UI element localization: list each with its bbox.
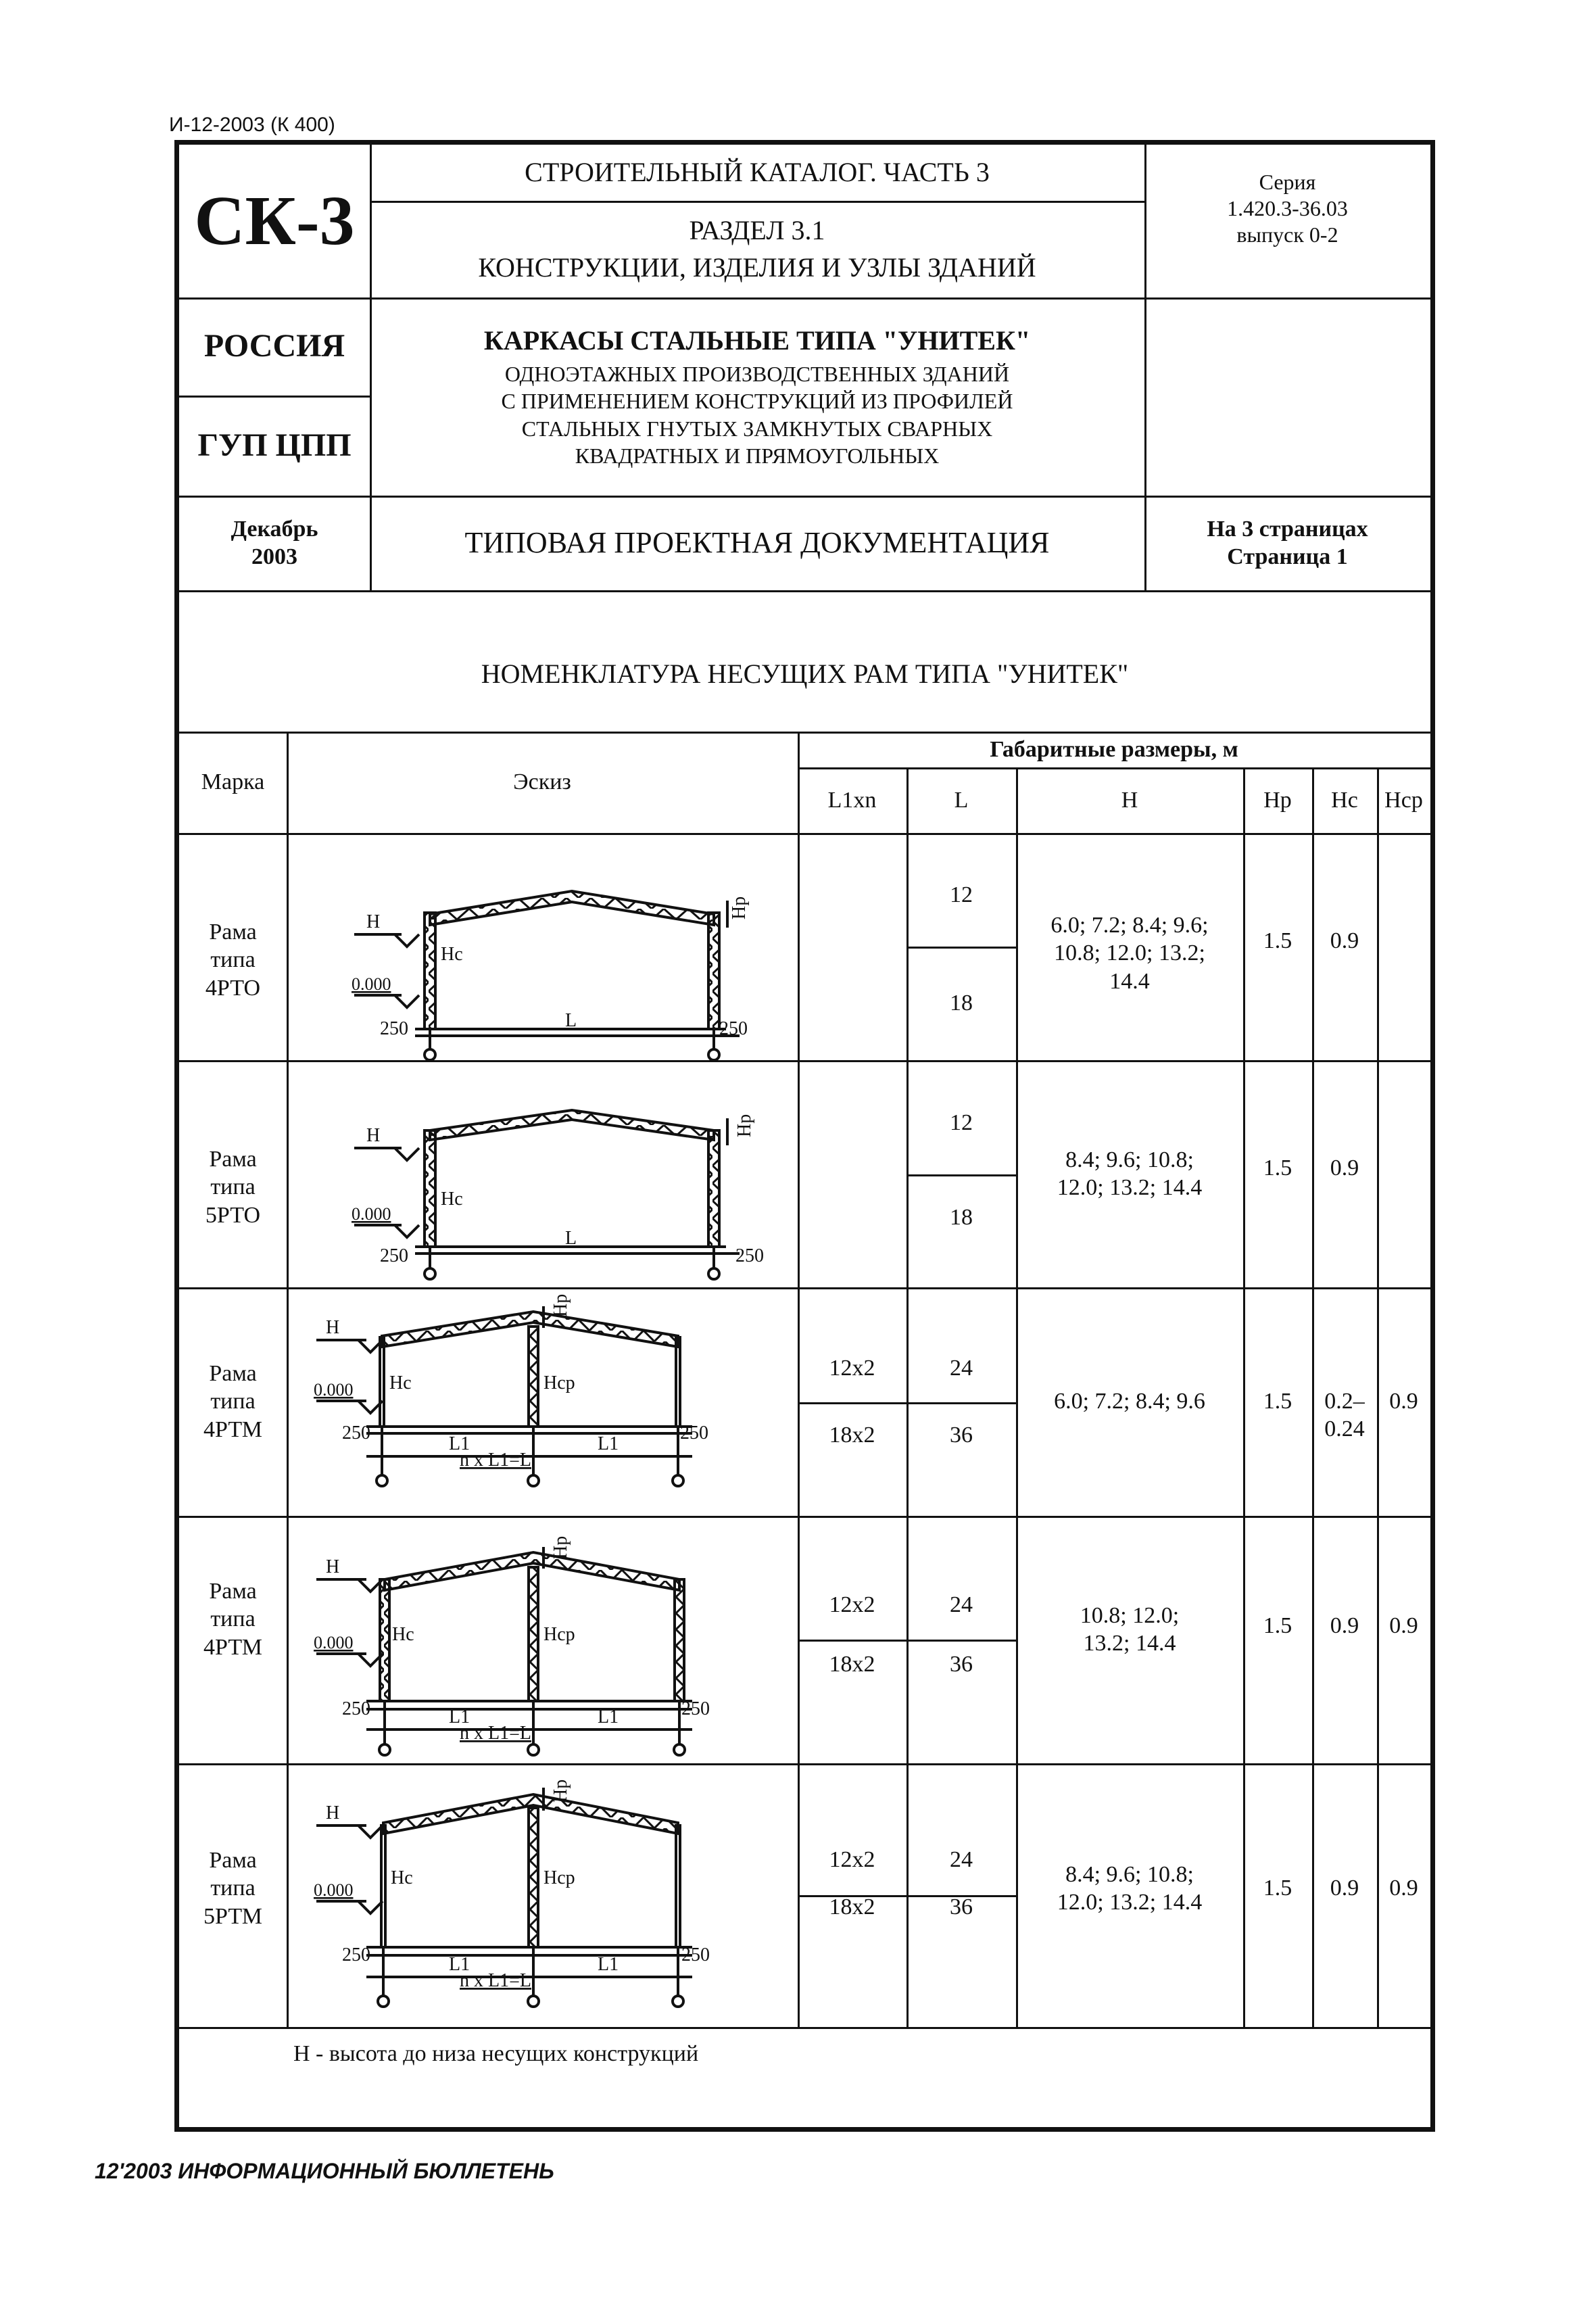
left-column xyxy=(380,1579,389,1701)
span-l-value: 24 xyxy=(950,1356,973,1381)
section-title xyxy=(370,201,1144,297)
height-line: 12.0; 13.2; 14.4 xyxy=(1057,1890,1203,1915)
height-mark-triangle xyxy=(395,934,419,947)
pages-total: На 3 страницах xyxy=(1207,516,1368,542)
date-year: 2003 xyxy=(251,544,297,569)
span-l-value: 18 xyxy=(950,991,973,1016)
section-number: РАЗДЕЛ 3.1 xyxy=(689,214,825,245)
sketch-label-bay: L1 xyxy=(449,1707,470,1727)
frame-mark xyxy=(179,1763,287,2027)
span-l-value: 36 xyxy=(950,1894,973,1919)
document-title xyxy=(370,297,1144,496)
sketch-label-offset: 250 xyxy=(342,1423,370,1443)
mark-line: 4РТО xyxy=(205,975,261,1001)
mark-line: 4РТМ xyxy=(203,1634,262,1660)
sketch-label-offset: 250 xyxy=(719,1018,748,1039)
mark-line: Рама xyxy=(209,1847,257,1873)
sketch-label-hp: Hp xyxy=(550,1779,571,1803)
column-header-l: L xyxy=(954,787,969,813)
grid-axis-marker xyxy=(528,1744,539,1755)
sketch-label-offset: 250 xyxy=(680,1423,708,1443)
grid-axis-marker xyxy=(674,1744,685,1755)
column-header-h: H xyxy=(1121,787,1138,813)
middle-column xyxy=(529,1327,538,1427)
height-values xyxy=(1016,1060,1243,1287)
series-label: Серия xyxy=(1259,170,1316,194)
sketch-label-hp: Hp xyxy=(550,1293,571,1317)
zero-mark-triangle xyxy=(395,995,419,1007)
height-values xyxy=(1016,833,1243,1060)
mark-line: типа xyxy=(210,1876,256,1901)
organization: ГУП ЦПП xyxy=(197,427,352,463)
hc-value: 0.9 xyxy=(1330,1155,1359,1181)
height-values xyxy=(1016,1516,1243,1763)
hp-value: 1.5 xyxy=(1263,1876,1292,1901)
mark-line: Рама xyxy=(209,1578,257,1604)
mark-line: Рама xyxy=(209,1146,257,1172)
sketch-label-h: H xyxy=(326,1556,340,1577)
frame-mark xyxy=(179,833,287,1060)
hcp-value: 0.9 xyxy=(1389,1389,1418,1414)
document-title-line: ОДНОЭТАЖНЫХ ПРОИЗВОДСТВЕННЫХ ЗДАНИЙ xyxy=(504,362,1010,387)
column-header-hc: Hc xyxy=(1331,787,1358,813)
hp-value: 1.5 xyxy=(1263,1389,1292,1414)
column-header-hcp: Hcp xyxy=(1384,787,1423,813)
mark-line: типа xyxy=(210,1606,256,1632)
series-issue: выпуск 0-2 xyxy=(1236,222,1338,247)
sketch-label-h: H xyxy=(326,1317,340,1338)
frame-sketch-5rtm xyxy=(287,1763,798,2027)
grid-axis-marker xyxy=(528,1996,539,2007)
left-column xyxy=(425,1130,435,1247)
l1xn-value: 12x2 xyxy=(829,1592,875,1617)
l1xn-value: 12x2 xyxy=(829,1846,875,1872)
span-l-value: 12 xyxy=(950,1109,973,1135)
sketch-label-hc: Hc xyxy=(391,1867,413,1888)
middle-column xyxy=(529,1567,538,1701)
hcp-value: 0.9 xyxy=(1389,1613,1418,1639)
column-header-hp: Hp xyxy=(1263,787,1292,813)
document-title-line: С ПРИМЕНЕНИЕМ КОНСТРУКЦИЙ ИЗ ПРОФИЛЕЙ xyxy=(501,389,1013,414)
l1xn-value: 18x2 xyxy=(829,1651,875,1677)
height-mark-triangle xyxy=(358,1825,383,1838)
sketch-label-bay: L1 xyxy=(449,1954,470,1975)
hp-value: 1.5 xyxy=(1263,1155,1292,1181)
zero-mark-triangle xyxy=(358,1901,383,1913)
sketch-label-hc: Hc xyxy=(441,1189,463,1210)
page-info xyxy=(1144,496,1430,590)
grid-axis-marker xyxy=(377,1475,387,1486)
page-current: Страница 1 xyxy=(1227,544,1348,569)
zero-mark-triangle xyxy=(395,1225,419,1237)
height-values xyxy=(1016,1763,1243,2027)
sketch-label-hc: Hc xyxy=(392,1624,414,1645)
height-line: 10.8; 12.0; 13.2; xyxy=(1054,940,1205,966)
sketch-label-span: L xyxy=(565,1010,577,1031)
sketch-label-h: H xyxy=(366,911,381,932)
height-line: 12.0; 13.2; 14.4 xyxy=(1057,1175,1203,1200)
column-header-dimensions: Габаритные размеры, м xyxy=(990,736,1238,762)
hc-value: 0.9 xyxy=(1330,1613,1359,1639)
height-line: 14.4 xyxy=(1109,968,1150,994)
mark-line: Рама xyxy=(209,1360,257,1386)
date-month: Декабрь xyxy=(231,516,318,542)
frame-mark xyxy=(179,1060,287,1287)
document-type: ТИПОВАЯ ПРОЕКТНАЯ ДОКУМЕНТАЦИЯ xyxy=(464,526,1050,560)
hp-value: 1.5 xyxy=(1263,928,1292,954)
hcp-value: 0.9 xyxy=(1389,1876,1418,1901)
sketch-label-bay: L1 xyxy=(598,1954,619,1975)
span-l-value: 12 xyxy=(950,882,973,908)
l1xn-value: 12x2 xyxy=(829,1356,875,1381)
hp-value: 1.5 xyxy=(1263,1613,1292,1639)
right-column xyxy=(708,1130,719,1247)
roof-truss xyxy=(430,891,714,925)
height-line: 6.0; 7.2; 8.4; 9.6; xyxy=(1050,912,1209,938)
sketch-label-hcp: Hcp xyxy=(543,1867,575,1888)
span-l-value: 24 xyxy=(950,1846,973,1872)
sketch-label-hp: Hp xyxy=(729,896,750,920)
frame-sketch-5rto xyxy=(287,1060,798,1287)
l1xn-value: 18x2 xyxy=(829,1894,875,1919)
span-l-value: 36 xyxy=(950,1423,973,1448)
grid-axis-marker xyxy=(708,1049,719,1060)
mark-line: 5РТМ xyxy=(203,1903,262,1929)
mark-line: 4РТМ xyxy=(203,1416,262,1442)
sketch-label-h: H xyxy=(326,1803,340,1823)
right-column xyxy=(708,913,719,1029)
table-note: H - высота до низа несущих конструкций xyxy=(293,2041,699,2067)
frame-sketch-4rtm-a xyxy=(287,1287,798,1516)
mark-line: Рама xyxy=(209,919,257,945)
sketch-label-hc: Hc xyxy=(389,1373,412,1393)
catalog-sheet xyxy=(174,140,1435,2132)
sketch-label-zero: 0.000 xyxy=(314,1380,354,1400)
section-name: КОНСТРУКЦИИ, ИЗДЕЛИЯ И УЗЛЫ ЗДАНИЙ xyxy=(478,252,1036,283)
document-date xyxy=(179,496,370,590)
sketch-label-zero: 0.000 xyxy=(352,1204,391,1224)
sketch-label-offset: 250 xyxy=(380,1245,408,1266)
column-header-l1xn: L1xn xyxy=(827,787,877,813)
bulletin-footer: 12'2003 ИНФОРМАЦИОННЫЙ БЮЛЛЕТЕНЬ xyxy=(95,2159,554,2183)
country: РОССИЯ xyxy=(203,328,345,364)
sketch-label-span: L xyxy=(565,1228,577,1249)
roof-truss xyxy=(430,1110,714,1140)
right-column xyxy=(675,1579,684,1701)
document-title-line: СТАЛЬНЫХ ГНУТЫХ ЗАМКНУТЫХ СВАРНЫХ xyxy=(521,416,993,441)
height-values: 6.0; 7.2; 8.4; 9.6 xyxy=(1054,1389,1205,1414)
frame-mark xyxy=(179,1287,287,1516)
sketch-label-total: n x L1=L xyxy=(460,1723,531,1744)
sketch-label-zero: 0.000 xyxy=(352,974,391,994)
grid-axis-marker xyxy=(708,1268,719,1279)
sketch-label-offset: 250 xyxy=(681,1698,710,1719)
mark-line: типа xyxy=(210,947,256,973)
sketch-label-bay: L1 xyxy=(449,1433,470,1454)
series-number: 1.420.3-36.03 xyxy=(1227,196,1348,221)
grid-axis-marker xyxy=(425,1049,435,1060)
hc-value: 0.9 xyxy=(1330,1876,1359,1901)
sketch-label-offset: 250 xyxy=(380,1018,408,1039)
column-header-mark: Марка xyxy=(201,769,265,795)
mark-line: 5РТО xyxy=(205,1202,261,1228)
height-line: 8.4; 9.6; 10.8; xyxy=(1065,1861,1194,1887)
frame-mark xyxy=(179,1516,287,1763)
l1xn-value: 18x2 xyxy=(829,1423,875,1448)
sketch-label-hcp: Hcp xyxy=(543,1373,575,1393)
sketch-label-hp: Hp xyxy=(550,1535,571,1559)
document-title-line: КВАДРАТНЫХ И ПРЯМОУГОЛЬНЫХ xyxy=(575,444,940,468)
hc-line: 0.24 xyxy=(1324,1416,1365,1441)
document-title-main: КАРКАСЫ СТАЛЬНЫЕ ТИПА "УНИТЕК" xyxy=(483,325,1031,356)
grid-axis-marker xyxy=(379,1744,390,1755)
catalog-mark: СК-3 xyxy=(194,181,355,260)
height-line: 10.8; 12.0; xyxy=(1080,1602,1180,1628)
sketch-label-total: n x L1=L xyxy=(460,1970,531,1991)
middle-column xyxy=(529,1808,538,1947)
sketch-label-bay: L1 xyxy=(598,1707,619,1727)
hc-value xyxy=(1312,1287,1377,1516)
grid-axis-marker xyxy=(425,1268,435,1279)
span-l-value: 24 xyxy=(950,1592,973,1617)
series-block xyxy=(1144,145,1430,297)
hc-line: 0.2– xyxy=(1324,1388,1365,1414)
column-header-sketch: Эскиз xyxy=(513,769,571,795)
sketch-label-zero: 0.000 xyxy=(314,1880,354,1900)
sketch-label-zero: 0.000 xyxy=(314,1633,354,1652)
height-line: 13.2; 14.4 xyxy=(1083,1631,1176,1656)
sketch-label-hcp: Hcp xyxy=(543,1624,575,1645)
frame-sketch-4rto xyxy=(287,833,798,1060)
catalog-title: СТРОИТЕЛЬНЫЙ КАТАЛОГ. ЧАСТЬ 3 xyxy=(525,157,990,188)
document-code: И-12-2003 (К 400) xyxy=(169,114,335,136)
sketch-label-offset: 250 xyxy=(342,1698,370,1719)
grid-axis-marker xyxy=(673,1475,683,1486)
frame-sketch-4rtm-b xyxy=(287,1516,798,1763)
grid-axis-marker xyxy=(673,1996,683,2007)
sketch-label-hc: Hc xyxy=(441,944,463,965)
grid-axis-marker xyxy=(378,1996,389,2007)
sketch-label-hp: Hp xyxy=(734,1114,755,1137)
sketch-label-offset: 250 xyxy=(735,1245,764,1266)
sketch-label-h: H xyxy=(366,1125,381,1146)
left-column xyxy=(425,913,435,1029)
span-l-value: 18 xyxy=(950,1204,973,1230)
table-caption: НОМЕНКЛАТУРА НЕСУЩИХ РАМ ТИПА "УНИТЕК" xyxy=(481,659,1129,690)
height-line: 8.4; 9.6; 10.8; xyxy=(1065,1147,1194,1172)
sketch-label-offset: 250 xyxy=(342,1944,370,1965)
grid-axis-marker xyxy=(528,1475,539,1486)
sketch-label-total: n x L1=L xyxy=(460,1450,531,1471)
hc-value: 0.9 xyxy=(1330,928,1359,954)
height-mark-triangle xyxy=(395,1148,419,1160)
mark-line: типа xyxy=(210,1389,256,1414)
sketch-label-offset: 250 xyxy=(681,1944,710,1965)
span-l-value: 36 xyxy=(950,1651,973,1677)
mark-line: типа xyxy=(210,1174,256,1200)
sketch-label-bay: L1 xyxy=(598,1433,619,1454)
